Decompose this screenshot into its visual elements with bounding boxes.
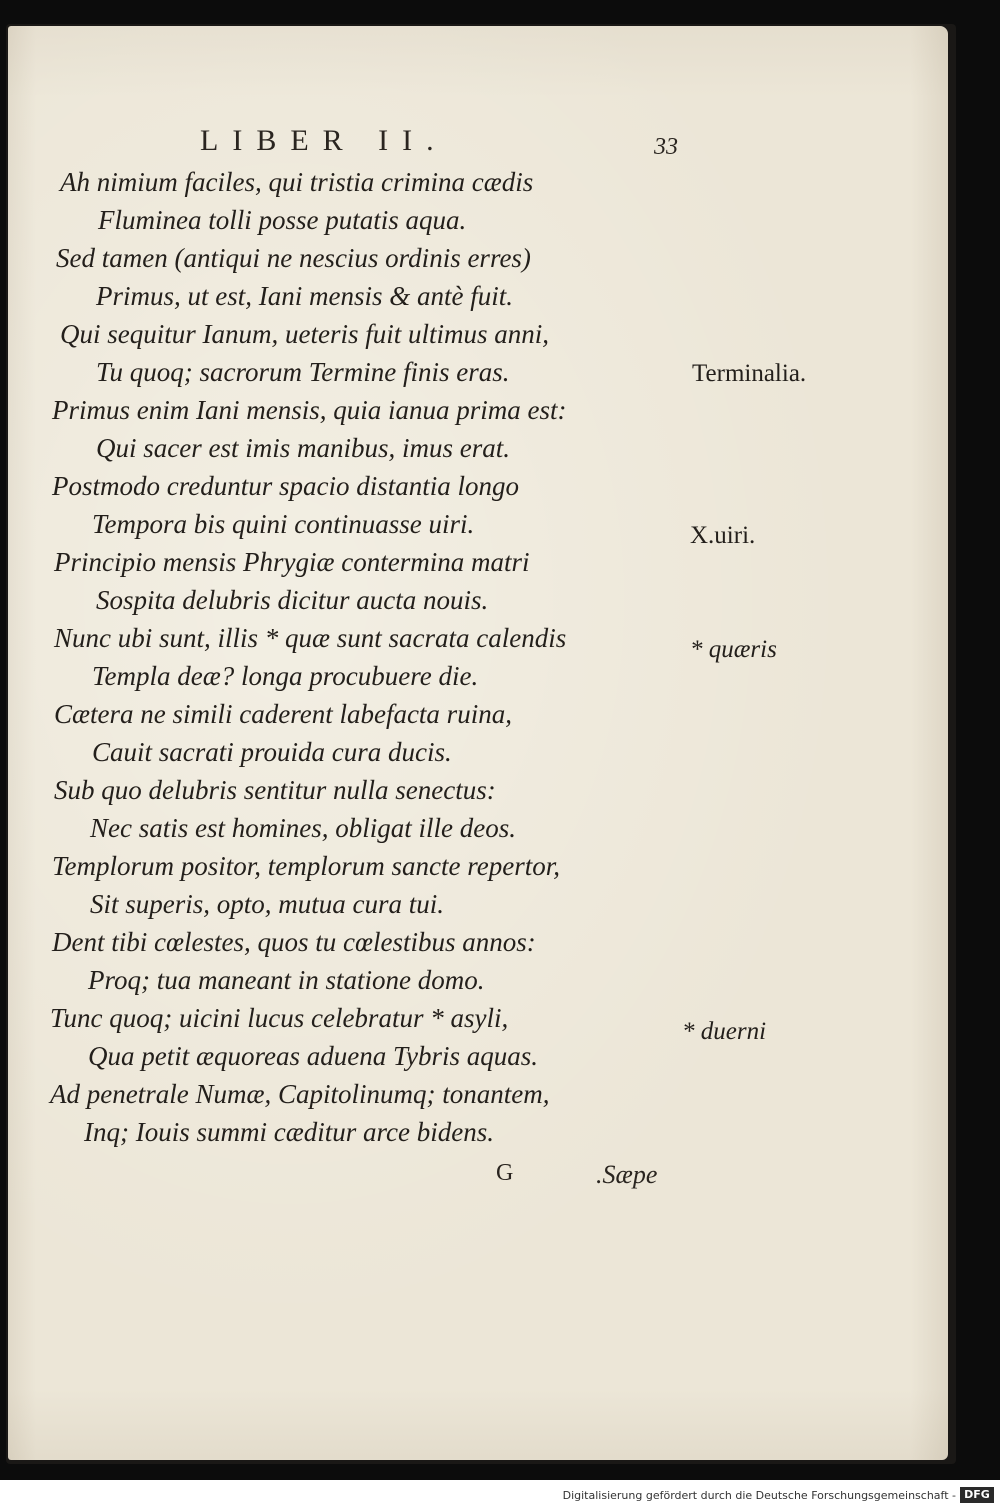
verse-line: Tempora bis quini continuasse uiri. <box>92 509 475 539</box>
verse-line: Inq; Iouis summi cæditur arce bidens. <box>84 1117 494 1147</box>
margin-note-duerni: * duerni <box>682 1018 767 1045</box>
verse-line: Tu quoq; sacrorum Termine finis eras. <box>96 357 510 387</box>
margin-note-terminalia: Terminalia. <box>692 360 807 387</box>
verse-line: Qui sequitur Ianum, ueteris fuit ultimus anni, <box>60 319 549 349</box>
verse-line: Qua petit æquoreas aduena Tybris aquas. <box>88 1041 538 1071</box>
verse-line: Primus, ut est, Iani mensis & antè fuit. <box>96 281 513 311</box>
verse-line: Sed tamen (antiqui ne nescius ordinis erres) <box>56 243 531 273</box>
running-head: LIBER II. <box>200 124 448 157</box>
margin-note-xuiri: X.uiri. <box>690 522 756 549</box>
verse-line: Primus enim Iani mensis, quia ianua prima est: <box>52 395 567 425</box>
verse-line: Cauit sacrati prouida cura ducis. <box>92 737 452 767</box>
verse-line: Qui sacer est imis manibus, imus erat. <box>96 433 510 463</box>
verse-line: Ad penetrale Numæ, Capitolinumq; tonantem, <box>50 1079 550 1109</box>
verse-line: Principio mensis Phrygiæ contermina matri <box>54 547 530 577</box>
verse-line: Cætera ne simili caderent labefacta ruina, <box>54 699 512 729</box>
footer-credit: Digitalisierung gefördert durch die Deutsche Forschungsgemeinschaft - <box>562 1489 956 1502</box>
margin-note-quaeris: * quæris <box>690 636 777 663</box>
verse-line: Sub quo delubris sentitur nulla senectus: <box>54 775 496 805</box>
verse-line: Sit superis, opto, mutua cura tui. <box>90 889 445 919</box>
verse-line: Templorum positor, templorum sancte repertor, <box>52 851 561 881</box>
verse-line: Nec satis est homines, obligat ille deos. <box>90 813 516 843</box>
catchword: .Sæpe <box>596 1160 658 1189</box>
page-number: 33 <box>654 134 678 160</box>
dfg-logo-icon: DFG <box>960 1487 994 1503</box>
verse-line: Postmodo creduntur spacio distantia longo <box>52 471 519 501</box>
verse-line: Tunc quoq; uicini lucus celebratur * asyli, <box>50 1003 509 1033</box>
verse-line: Nunc ubi sunt, illis * quæ sunt sacrata calendis <box>54 623 567 653</box>
signature-mark: G <box>496 1160 514 1186</box>
verse-line: Sospita delubris dicitur aucta nouis. <box>96 585 489 615</box>
verse-line: Fluminea tolli posse putatis aqua. <box>98 205 467 235</box>
footer-bar <box>0 1480 1000 1508</box>
verse-line: Templa deæ? longa procubuere die. <box>92 661 479 691</box>
verse-line: Dent tibi cœlestes, quos tu cœlestibus annos: <box>52 927 536 957</box>
verse-line: Proq; tua maneant in statione domo. <box>88 965 485 995</box>
verse-line: Ah nimium faciles, qui tristia crimina cædis <box>60 167 534 197</box>
